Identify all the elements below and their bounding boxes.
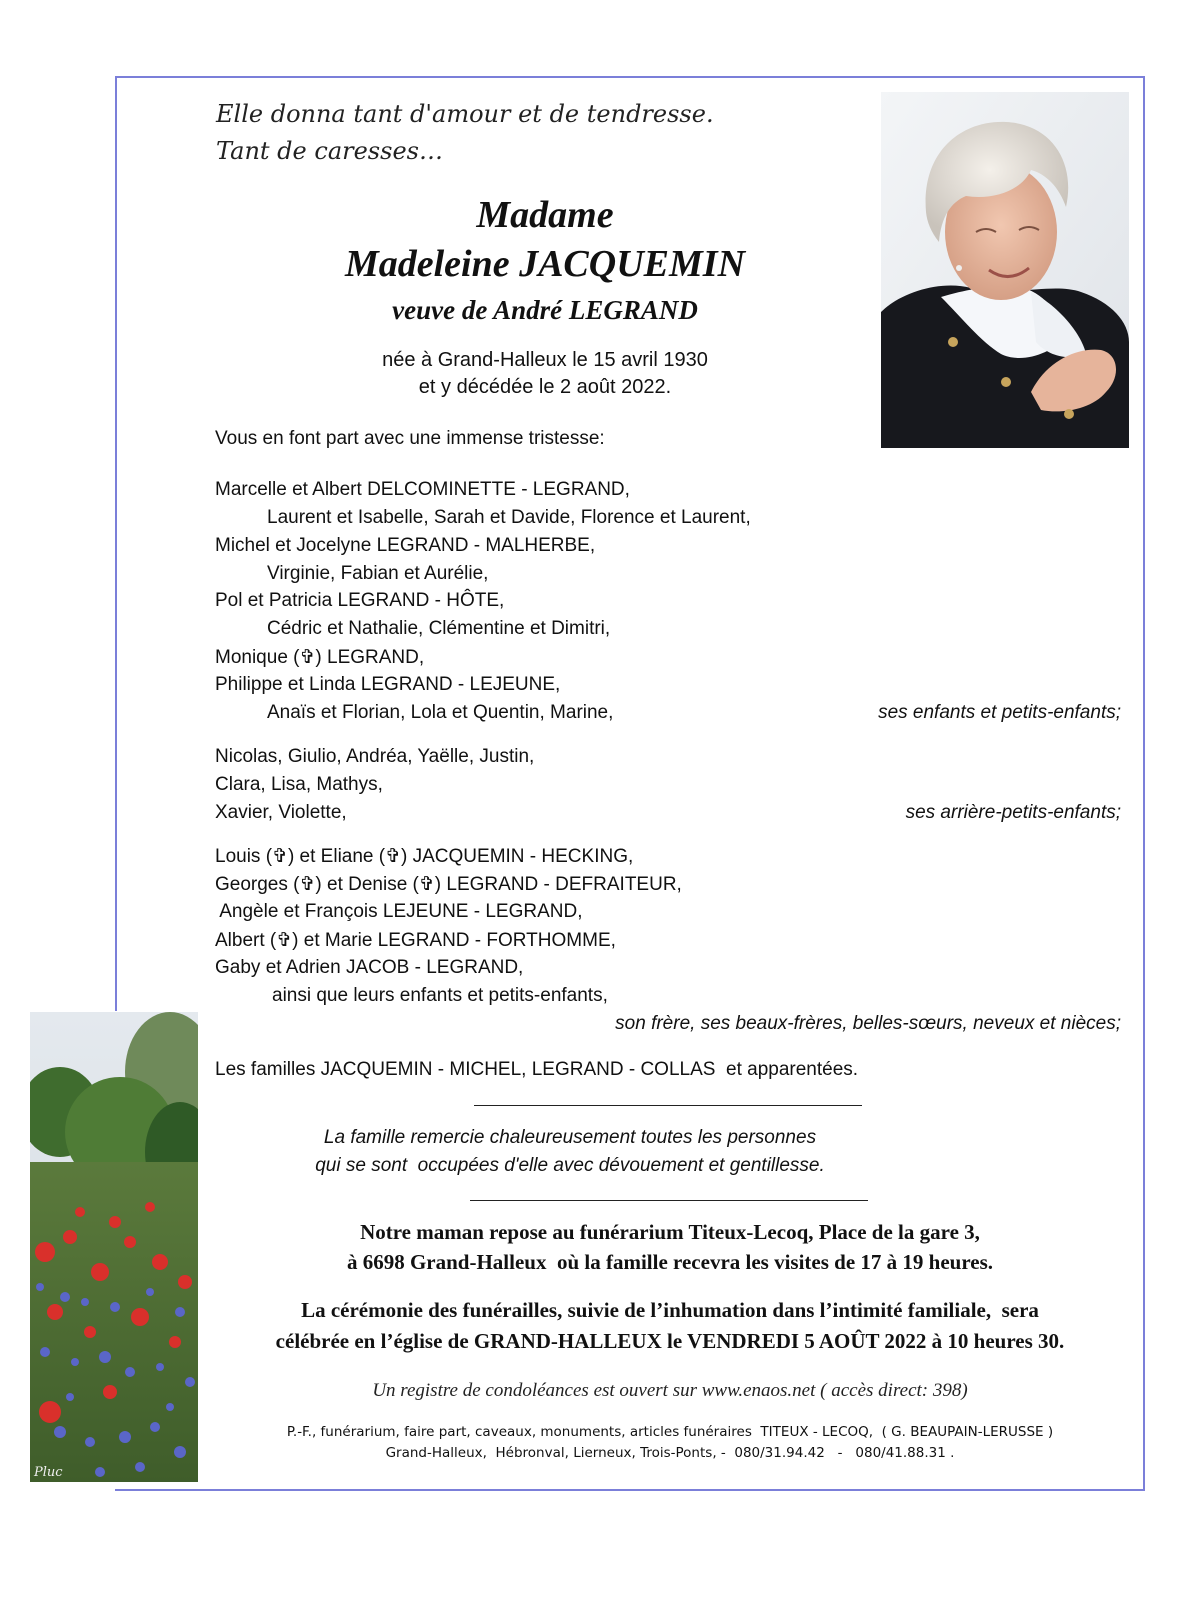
siblings-line: ainsi que leurs enfants et petits-enfants,	[272, 985, 608, 1006]
deceased-title: Madame	[476, 194, 614, 236]
great-grandchildren-line: Clara, Lisa, Mathys,	[215, 774, 383, 795]
flower-field-image	[30, 1012, 198, 1482]
deceased-spouse: veuve de André LEGRAND	[392, 295, 698, 325]
children-line: Philippe et Linda LEGRAND - LEJEUNE,	[215, 674, 561, 695]
children-line: Pol et Patricia LEGRAND - HÔTE,	[215, 590, 505, 611]
siblings-role: son frère, ses beaux-frères, belles-sœurs, neveux et nièces;	[615, 1013, 1121, 1034]
siblings-line: Gaby et Adrien JACOB - LEGRAND,	[215, 957, 524, 978]
visitation-line-1: Notre maman repose au funérarium Titeux-Lecoq, Place de la gare 3,	[360, 1220, 980, 1244]
siblings-line: Georges (✞) et Denise (✞) LEGRAND - DEFRAITEUR,	[215, 874, 682, 895]
thanks-line-2: qui se sont occupées d'elle avec dévouement et gentillesse.	[315, 1155, 825, 1176]
grandchildren-line: Cédric et Nathalie, Clémentine et Dimitri,	[267, 618, 611, 639]
portrait-photo	[881, 92, 1129, 448]
ceremony-line-1: La cérémonie des funérailles, suivie de l’inhumation dans l’intimité familiale, sera	[301, 1298, 1039, 1322]
children-line: Michel et Jocelyne LEGRAND - MALHERBE,	[215, 535, 596, 556]
thanks-line-1: La famille remercie chaleureusement toutes les personnes	[323, 1127, 817, 1148]
frame-right-border	[1143, 76, 1145, 1491]
intro-text: Vous en font part avec une immense tristesse:	[215, 428, 605, 449]
registry-note: Un registre de condoléances est ouvert sur www.enaos.net ( accès direct: 398)	[372, 1380, 968, 1401]
visitation-line-2: à 6698 Grand-Halleux où la famille recevra les visites de 17 à 19 heures.	[346, 1250, 994, 1274]
great-grandchildren-role: ses arrière-petits-enfants;	[905, 802, 1121, 823]
frame-top-border	[115, 76, 1145, 78]
grandchildren-line: Laurent et Isabelle, Sarah et Davide, Florence et Laurent,	[267, 507, 751, 528]
frame-left-border	[115, 76, 117, 1011]
death-info: et y décédée le 2 août 2022.	[418, 376, 672, 398]
birth-info: née à Grand-Halleux le 15 avril 1930	[382, 349, 708, 371]
flowers-signature: Pluc	[34, 1465, 63, 1480]
epitaph-line-1: Elle donna tant d'amour et de tendresse.	[216, 100, 714, 128]
deceased-name: Madeleine JACQUEMIN	[344, 243, 746, 285]
siblings-line: Angèle et François LEJEUNE - LEGRAND,	[215, 901, 583, 922]
siblings-line: Albert (✞) et Marie LEGRAND - FORTHOMME,	[215, 930, 616, 951]
footer-line-2: Grand-Halleux, Hébronval, Lierneux, Trois-Ponts, - 080/31.94.42 - 080/41.88.31 .	[385, 1445, 955, 1461]
epitaph-line-2: Tant de caresses…	[216, 137, 443, 165]
great-grandchildren-line: Xavier, Violette,	[215, 802, 347, 823]
children-line: Marcelle et Albert DELCOMINETTE - LEGRAND,	[215, 479, 630, 500]
grandchildren-line: Virginie, Fabian et Aurélie,	[267, 563, 489, 584]
great-grandchildren-line: Nicolas, Giulio, Andréa, Yaëlle, Justin,	[215, 746, 535, 767]
siblings-line: Louis (✞) et Eliane (✞) JACQUEMIN - HECKING,	[215, 846, 634, 867]
grandchildren-line: Anaïs et Florian, Lola et Quentin, Marine,	[267, 702, 614, 723]
children-role: ses enfants et petits-enfants;	[878, 702, 1121, 723]
frame-bottom-border	[115, 1489, 1145, 1491]
children-line: Monique (✞) LEGRAND,	[215, 647, 425, 668]
ceremony-line-2: célébrée en l’église de GRAND-HALLEUX le VENDREDI 5 AOÛT 2022 à 10 heures 30.	[275, 1329, 1065, 1353]
separator-rule	[470, 1200, 868, 1201]
separator-rule	[474, 1105, 862, 1106]
footer-line-1: P.-F., funérarium, faire part, caveaux, monuments, articles funéraires TITEUX - LECOQ, ( G. BEAUPAIN-LERUSSE )	[286, 1424, 1054, 1440]
families-line: Les familles JACQUEMIN - MICHEL, LEGRAND - COLLAS et apparentées.	[215, 1059, 859, 1080]
